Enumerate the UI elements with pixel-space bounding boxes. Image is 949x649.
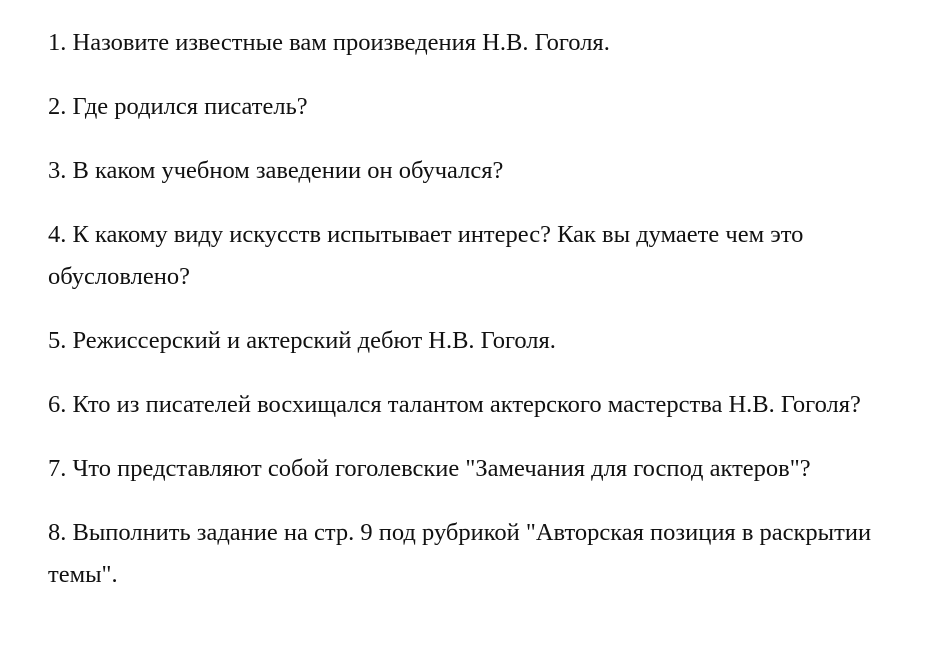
question-2: 2. Где родился писатель? [48, 93, 308, 120]
question-6: 6. Кто из писателей восхищался талантом актерского мастерства Н.В. Гоголя? [48, 391, 861, 418]
question-4: 4. К какому виду искусств испытывает интерес? Как вы думаете чем это обусловлено? [48, 221, 804, 290]
question-8: 8. Выполнить задание на стр. 9 под рубрикой "Авторская позиция в раскрытии темы". [48, 519, 872, 588]
question-5: 5. Режиссерский и актерский дебют Н.В. Гоголя. [48, 327, 556, 354]
question-3: 3. В каком учебном заведении он обучался? [48, 157, 504, 184]
question-1: 1. Назовите известные вам произведения Н.В. Гоголя. [48, 29, 610, 56]
question-list [48, 22, 938, 596]
question-7: 7. Что представляют собой гоголевские "Замечания для господ актеров"? [48, 455, 811, 482]
